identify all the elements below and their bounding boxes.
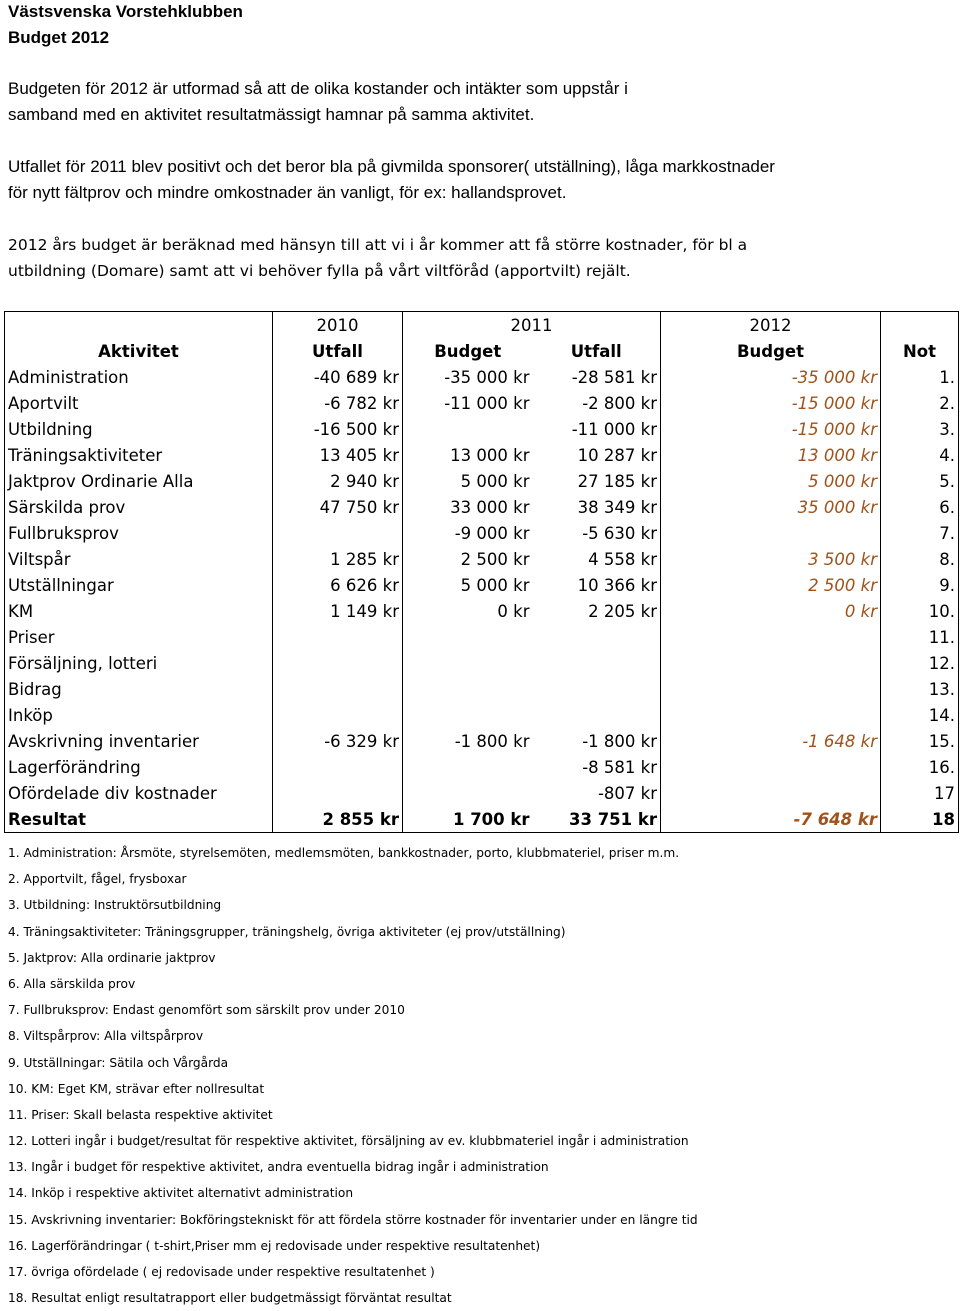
table-row	[5, 598, 959, 624]
table-row	[5, 364, 959, 390]
budget-2012-cell	[661, 520, 881, 546]
aktivitet-cell: Försäljning, lotteri	[5, 650, 273, 676]
footnote-item: 17. övriga ofördelade ( ej redovisade under respektive resultatenhet )	[8, 1265, 435, 1279]
utfall-2011-cell: -28 581 kr	[533, 364, 661, 390]
intro-p2-line1: Utfallet för 2011 blev positivt och det beror bla på givmilda sponsorer( utställning), låga markkostnader	[8, 157, 775, 176]
utfall-2011-cell: 33 751 kr	[533, 806, 661, 833]
footnote-item: 4. Träningsaktiviteter: Träningsgrupper, träningshelg, övriga aktiviteter (ej prov/utställning)	[8, 924, 566, 939]
footnote-item: 14. Inköp i respektive aktivitet alternativt administration	[8, 1186, 354, 1201]
aktivitet-cell: Lagerförändring	[5, 754, 273, 780]
budget-2011-cell	[403, 416, 533, 442]
table-row	[5, 520, 959, 546]
utfall-2010-cell: 2 855 kr	[273, 806, 403, 833]
budget-2012-cell: -15 000 kr	[661, 390, 881, 416]
not-cell: 6.	[881, 494, 959, 520]
budget-2011-cell	[403, 702, 533, 728]
utfall-2011-cell: 2 205 kr	[533, 598, 661, 624]
footnote-item: 11. Priser: Skall belasta respektive aktivitet	[8, 1107, 273, 1122]
not-cell: 8.	[881, 546, 959, 572]
not-cell: 17	[881, 780, 959, 806]
footnote-item: 6. Alla särskilda prov	[8, 976, 136, 991]
aktivitet-cell: Bidrag	[5, 676, 273, 702]
not-cell: 7.	[881, 520, 959, 546]
not-cell: 3.	[881, 416, 959, 442]
table-row	[5, 624, 959, 650]
budget-2011-cell	[403, 650, 533, 676]
footnote-item: 2. Apportvilt, fågel, frysboxar	[8, 872, 187, 887]
budget-2012-cell: 13 000 kr	[661, 442, 881, 468]
not-cell: 14.	[881, 702, 959, 728]
header-utfall-2011: Utfall	[533, 338, 661, 364]
table-row	[5, 390, 959, 416]
footnote-item: 16. Lagerförändringar ( t-shirt,Priser mm ej redovisade under respektive resultatenhet)	[8, 1238, 541, 1253]
intro-p3-line2: utbildning (Domare) samt att vi behöver fylla på vårt viltföråd (apportvilt) rejält.	[8, 262, 631, 280]
utfall-2010-cell: 47 750 kr	[273, 494, 403, 520]
table-row	[5, 754, 959, 780]
utfall-2011-cell	[533, 650, 661, 676]
table-row	[5, 728, 959, 754]
year-blank	[5, 312, 273, 339]
budget-2012-cell: -1 648 kr	[661, 728, 881, 754]
budget-2012-cell: -35 000 kr	[661, 364, 881, 390]
budget-2011-cell	[403, 676, 533, 702]
budget-2011-cell: 2 500 kr	[403, 546, 533, 572]
not-cell: 13.	[881, 676, 959, 702]
aktivitet-cell: Fullbruksprov	[5, 520, 273, 546]
budget-2012-cell: 0 kr	[661, 598, 881, 624]
table-row	[5, 494, 959, 520]
budget-2012-cell: 35 000 kr	[661, 494, 881, 520]
utfall-2010-cell: -6 329 kr	[273, 728, 403, 754]
aktivitet-cell: Inköp	[5, 702, 273, 728]
header-budget-2012: Budget	[661, 338, 881, 364]
not-cell: 12.	[881, 650, 959, 676]
utfall-2010-cell: -40 689 kr	[273, 364, 403, 390]
footnote-item: 5. Jaktprov: Alla ordinarie jaktprov	[8, 950, 216, 965]
budget-2011-cell: 13 000 kr	[403, 442, 533, 468]
club-name: Västsvenska Vorstehklubben	[8, 2, 243, 21]
intro-p1-line2: samband med en aktivitet resultatmässigt hamnar på samma aktivitet.	[8, 105, 535, 124]
utfall-2010-cell	[273, 780, 403, 806]
budget-2012-cell	[661, 650, 881, 676]
table-row	[5, 416, 959, 442]
utfall-2011-cell: 27 185 kr	[533, 468, 661, 494]
footnote-item: 10. KM: Eget KM, strävar efter nollresultat	[8, 1081, 265, 1096]
footnote-item: 7. Fullbruksprov: Endast genomfört som särskilt prov under 2010	[8, 1003, 405, 1018]
budget-2012-cell	[661, 702, 881, 728]
header-aktivitet: Aktivitet	[5, 338, 273, 364]
year-2012: 2012	[661, 312, 881, 339]
budget-2011-cell	[403, 780, 533, 806]
aktivitet-cell: Aportvilt	[5, 390, 273, 416]
utfall-2010-cell: -16 500 kr	[273, 416, 403, 442]
aktivitet-cell: Jaktprov Ordinarie Alla	[5, 468, 273, 494]
total-row	[5, 806, 959, 833]
budget-2012-cell: 3 500 kr	[661, 546, 881, 572]
budget-2011-cell: 5 000 kr	[403, 468, 533, 494]
footnote-item: 15. Avskrivning inventarier: Bokföringstekniskt för att fördela större kostnader för inventarier under en längre tid	[8, 1212, 698, 1227]
utfall-2011-cell: -5 630 kr	[533, 520, 661, 546]
budget-2012-cell: -7 648 kr	[661, 806, 881, 833]
utfall-2011-cell: -2 800 kr	[533, 390, 661, 416]
footnote-item: 1. Administration: Årsmöte, styrelsemöten, medlemsmöten, bankkostnader, porto, klubbmateriel, priser m.m.	[8, 846, 680, 860]
budget-2011-cell: -1 800 kr	[403, 728, 533, 754]
budget-2011-cell	[403, 754, 533, 780]
utfall-2010-cell: 1 285 kr	[273, 546, 403, 572]
aktivitet-cell: Träningsaktiviteter	[5, 442, 273, 468]
not-cell: 15.	[881, 728, 959, 754]
utfall-2011-cell: -11 000 kr	[533, 416, 661, 442]
header-utfall-2010: Utfall	[273, 338, 403, 364]
table-row	[5, 780, 959, 806]
aktivitet-cell: Ofördelade div kostnader	[5, 780, 273, 806]
not-cell: 16.	[881, 754, 959, 780]
footnote-item: 3. Utbildning: Instruktörsutbildning	[8, 898, 222, 913]
table-row	[5, 546, 959, 572]
not-cell: 4.	[881, 442, 959, 468]
header-not: Not	[881, 338, 959, 364]
not-cell: 10.	[881, 598, 959, 624]
aktivitet-cell: KM	[5, 598, 273, 624]
utfall-2011-cell	[533, 676, 661, 702]
utfall-2011-cell: 4 558 kr	[533, 546, 661, 572]
footnote-item: 12. Lotteri ingår i budget/resultat för respektive aktivitet, försäljning av ev. klubbmateriel ingår i administration	[8, 1134, 689, 1149]
table-row	[5, 468, 959, 494]
intro-p2-line2: för nytt fältprov och mindre omkostnader än vanligt, för ex: hallandsprovet.	[8, 183, 567, 202]
intro-p3-line1: 2012 års budget är beräknad med hänsyn till att vi i år kommer att få större kostnader, för bl a	[8, 236, 748, 254]
budget-2012-cell	[661, 676, 881, 702]
footnote-item: 9. Utställningar: Sätila och Vårgårda	[8, 1055, 229, 1070]
aktivitet-cell: Utbildning	[5, 416, 273, 442]
utfall-2010-cell	[273, 650, 403, 676]
table-row	[5, 702, 959, 728]
budget-2011-cell: 33 000 kr	[403, 494, 533, 520]
budget-2011-cell: 0 kr	[403, 598, 533, 624]
budget-2011-cell: -35 000 kr	[403, 364, 533, 390]
table-row	[5, 650, 959, 676]
year-not-blank	[881, 312, 959, 339]
footnote-item: 18. Resultat enligt resultatrapport eller budgetmässigt förväntat resultat	[8, 1291, 452, 1306]
table-row	[5, 676, 959, 702]
utfall-2011-cell	[533, 702, 661, 728]
page-title: Budget 2012	[8, 28, 110, 47]
not-cell: 9.	[881, 572, 959, 598]
aktivitet-cell: Administration	[5, 364, 273, 390]
header-budget-2011: Budget	[403, 338, 533, 364]
budget-2011-cell: 5 000 kr	[403, 572, 533, 598]
utfall-2011-cell: 10 287 kr	[533, 442, 661, 468]
utfall-2011-cell: 38 349 kr	[533, 494, 661, 520]
budget-2011-cell: -9 000 kr	[403, 520, 533, 546]
not-cell: 18	[881, 806, 959, 833]
utfall-2010-cell: 13 405 kr	[273, 442, 403, 468]
aktivitet-cell: Utställningar	[5, 572, 273, 598]
year-2010: 2010	[273, 312, 403, 339]
budget-2012-cell: 2 500 kr	[661, 572, 881, 598]
year-header-row	[5, 312, 959, 339]
utfall-2010-cell: -6 782 kr	[273, 390, 403, 416]
budget-2012-cell	[661, 624, 881, 650]
budget-2012-cell: -15 000 kr	[661, 416, 881, 442]
column-header-row	[5, 338, 959, 364]
footnote-item: 13. Ingår i budget för respektive aktivitet, andra eventuella bidrag ingår i administration	[8, 1160, 549, 1175]
utfall-2010-cell	[273, 520, 403, 546]
not-cell: 11.	[881, 624, 959, 650]
not-cell: 5.	[881, 468, 959, 494]
budget-2012-cell	[661, 780, 881, 806]
utfall-2011-cell: 10 366 kr	[533, 572, 661, 598]
footnotes	[8, 840, 698, 1311]
utfall-2011-cell: -8 581 kr	[533, 754, 661, 780]
utfall-2010-cell	[273, 702, 403, 728]
utfall-2010-cell: 1 149 kr	[273, 598, 403, 624]
aktivitet-cell: Särskilda prov	[5, 494, 273, 520]
budget-2012-cell: 5 000 kr	[661, 468, 881, 494]
utfall-2010-cell: 6 626 kr	[273, 572, 403, 598]
budget-2012-cell	[661, 754, 881, 780]
budget-table	[4, 311, 959, 833]
utfall-2011-cell: -1 800 kr	[533, 728, 661, 754]
aktivitet-cell: Priser	[5, 624, 273, 650]
utfall-2010-cell: 2 940 kr	[273, 468, 403, 494]
table-row	[5, 572, 959, 598]
utfall-2010-cell	[273, 754, 403, 780]
aktivitet-cell: Avskrivning inventarier	[5, 728, 273, 754]
budget-2011-cell: -11 000 kr	[403, 390, 533, 416]
footnote-item: 8. Viltspårprov: Alla viltspårprov	[8, 1029, 204, 1044]
utfall-2010-cell	[273, 624, 403, 650]
utfall-2011-cell: -807 kr	[533, 780, 661, 806]
budget-2011-cell: 1 700 kr	[403, 806, 533, 833]
table-row	[5, 442, 959, 468]
aktivitet-cell: Viltspår	[5, 546, 273, 572]
not-cell: 1.	[881, 364, 959, 390]
aktivitet-cell: Resultat	[5, 806, 273, 833]
not-cell: 2.	[881, 390, 959, 416]
utfall-2010-cell	[273, 676, 403, 702]
year-2011: 2011	[403, 312, 661, 339]
intro-p1-line1: Budgeten för 2012 är utformad så att de olika kostander och intäkter som uppstår i	[8, 79, 628, 98]
utfall-2011-cell	[533, 624, 661, 650]
budget-2011-cell	[403, 624, 533, 650]
